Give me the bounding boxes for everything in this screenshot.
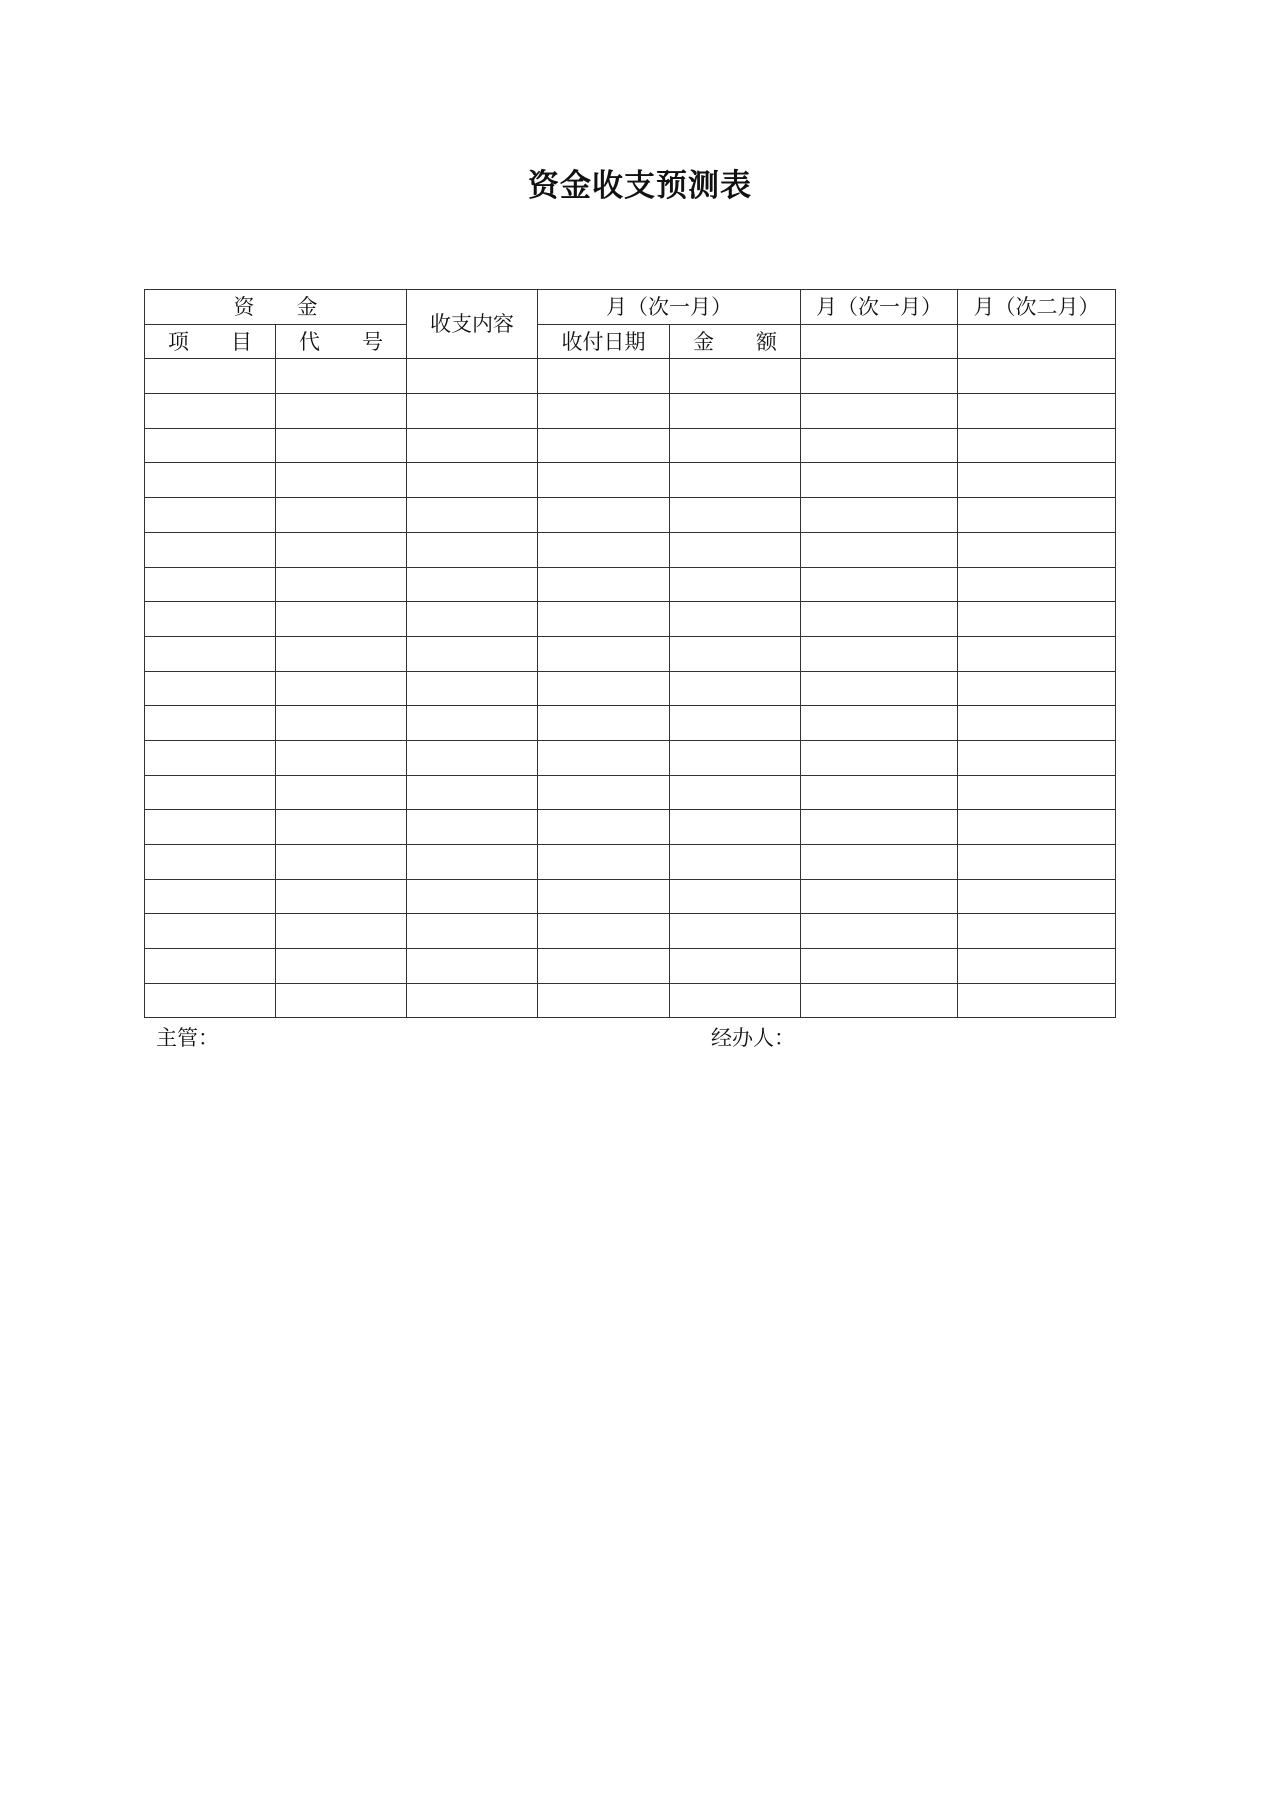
table-row: [145, 845, 1116, 880]
table-row: [145, 671, 1116, 706]
table-cell: [407, 636, 538, 671]
table-cell: [145, 845, 276, 880]
table-cell: [958, 567, 1116, 602]
table-cell: [958, 428, 1116, 463]
table-cell: [958, 532, 1116, 567]
table-cell: [276, 983, 407, 1018]
header-month-b: 月（次一月）: [801, 290, 958, 325]
table-cell: [801, 845, 958, 880]
table-cell: [958, 463, 1116, 498]
table-cell: [276, 359, 407, 394]
table-cell: [801, 394, 958, 429]
table-cell: [407, 394, 538, 429]
header-month-a: 月（次一月）: [538, 290, 801, 325]
document-title: 资金收支预测表: [528, 168, 752, 204]
table-cell: [145, 567, 276, 602]
table-cell: [958, 845, 1116, 880]
table-cell: [538, 845, 670, 880]
table-cell: [145, 671, 276, 706]
table-cell: [801, 671, 958, 706]
table-cell: [145, 428, 276, 463]
table-cell: [145, 532, 276, 567]
table-cell: [670, 567, 801, 602]
table-cell: [538, 567, 670, 602]
table-row: [145, 636, 1116, 671]
table-cell: [958, 983, 1116, 1018]
table-cell: [145, 498, 276, 533]
table-cell: [145, 636, 276, 671]
table-cell: [801, 602, 958, 637]
table-cell: [801, 879, 958, 914]
table-cell: [801, 428, 958, 463]
table-row: [145, 567, 1116, 602]
table-cell: [145, 602, 276, 637]
table-cell: [538, 359, 670, 394]
table-cell: [538, 602, 670, 637]
supervisor-label: 主管：: [156, 1026, 219, 1050]
table-cell: [407, 671, 538, 706]
table-row: [145, 775, 1116, 810]
table-cell: [276, 879, 407, 914]
header-content: 收支内容: [407, 290, 538, 359]
table-cell: [670, 532, 801, 567]
table-cell: [407, 498, 538, 533]
table-cell: [670, 428, 801, 463]
table-row: [145, 740, 1116, 775]
table-cell: [801, 498, 958, 533]
header-row-1: [145, 290, 1116, 325]
table-cell: [670, 914, 801, 949]
table-cell: [801, 359, 958, 394]
table-cell: [407, 602, 538, 637]
table-cell: [958, 671, 1116, 706]
table-cell: [407, 983, 538, 1018]
table-cell: [670, 845, 801, 880]
table-cell: [538, 706, 670, 741]
table-row: [145, 359, 1116, 394]
table-cell: [276, 463, 407, 498]
table-cell: [958, 775, 1116, 810]
table-cell: [407, 810, 538, 845]
table-row: [145, 706, 1116, 741]
table-cell: [145, 949, 276, 984]
table-cell: [407, 532, 538, 567]
table-cell: [145, 706, 276, 741]
table-cell: [670, 740, 801, 775]
table-cell: [145, 914, 276, 949]
table-cell: [538, 740, 670, 775]
table-cell: [538, 983, 670, 1018]
table-cell: [801, 949, 958, 984]
table-cell: [670, 602, 801, 637]
table-cell: [407, 949, 538, 984]
table-cell: [276, 706, 407, 741]
table-cell: [407, 845, 538, 880]
table-cell: [958, 602, 1116, 637]
table-cell: [276, 845, 407, 880]
table-cell: [670, 810, 801, 845]
table-cell: [538, 636, 670, 671]
table-cell: [958, 636, 1116, 671]
table-cell: [670, 498, 801, 533]
table-cell: [670, 463, 801, 498]
header-month-b-blank: [801, 324, 958, 359]
table-cell: [538, 914, 670, 949]
table-cell: [538, 498, 670, 533]
header-item: 项 目: [145, 324, 276, 359]
table-cell: [958, 740, 1116, 775]
table-cell: [407, 567, 538, 602]
table-cell: [276, 671, 407, 706]
table-cell: [670, 671, 801, 706]
header-row-2: [145, 324, 1116, 359]
table-cell: [801, 463, 958, 498]
table-row: [145, 532, 1116, 567]
fund-forecast-table: [144, 289, 1116, 1018]
table-cell: [538, 532, 670, 567]
table-cell: [538, 775, 670, 810]
table-cell: [276, 775, 407, 810]
table-row: [145, 949, 1116, 984]
table-cell: [958, 810, 1116, 845]
table-cell: [407, 428, 538, 463]
table-cell: [145, 775, 276, 810]
table-row: [145, 914, 1116, 949]
table-cell: [958, 949, 1116, 984]
handler-label: 经办人：: [711, 1026, 795, 1050]
header-amount: 金 额: [670, 324, 801, 359]
table-cell: [276, 428, 407, 463]
table-row: [145, 602, 1116, 637]
table-row: [145, 879, 1116, 914]
table-cell: [801, 810, 958, 845]
table-cell: [958, 706, 1116, 741]
table-cell: [538, 428, 670, 463]
table-cell: [670, 879, 801, 914]
table-cell: [145, 879, 276, 914]
header-fund: 资 金: [145, 290, 407, 325]
table-cell: [407, 706, 538, 741]
table-row: [145, 810, 1116, 845]
table-cell: [670, 983, 801, 1018]
table-cell: [538, 949, 670, 984]
table-row: [145, 498, 1116, 533]
table-cell: [276, 949, 407, 984]
table-cell: [276, 567, 407, 602]
table-cell: [276, 810, 407, 845]
table-row: [145, 463, 1116, 498]
table-cell: [276, 602, 407, 637]
table-cell: [276, 394, 407, 429]
table-cell: [801, 775, 958, 810]
header-code: 代 号: [276, 324, 407, 359]
table-cell: [276, 740, 407, 775]
table-cell: [801, 740, 958, 775]
table-cell: [670, 775, 801, 810]
table-cell: [145, 983, 276, 1018]
table-cell: [145, 740, 276, 775]
table-body: [145, 359, 1116, 1018]
table-cell: [958, 498, 1116, 533]
table-cell: [801, 983, 958, 1018]
table-cell: [145, 810, 276, 845]
table-cell: [407, 914, 538, 949]
table-cell: [670, 359, 801, 394]
table-cell: [407, 359, 538, 394]
table-row: [145, 428, 1116, 463]
table-cell: [538, 394, 670, 429]
table-cell: [958, 394, 1116, 429]
table-cell: [801, 914, 958, 949]
header-month-c: 月（次二月）: [958, 290, 1116, 325]
table-cell: [538, 671, 670, 706]
table-cell: [276, 914, 407, 949]
table-cell: [407, 879, 538, 914]
table-cell: [276, 636, 407, 671]
table-cell: [407, 775, 538, 810]
table-cell: [538, 463, 670, 498]
table-cell: [958, 879, 1116, 914]
table-cell: [276, 498, 407, 533]
table-cell: [670, 949, 801, 984]
table-row: [145, 983, 1116, 1018]
table-row: [145, 394, 1116, 429]
table-cell: [670, 394, 801, 429]
table-cell: [538, 810, 670, 845]
table-cell: [670, 706, 801, 741]
table-cell: [407, 463, 538, 498]
table-cell: [276, 532, 407, 567]
table-cell: [145, 359, 276, 394]
table-cell: [958, 359, 1116, 394]
table-cell: [538, 879, 670, 914]
table-cell: [407, 740, 538, 775]
table-cell: [145, 463, 276, 498]
table-cell: [958, 914, 1116, 949]
table-cell: [801, 532, 958, 567]
table-cell: [145, 394, 276, 429]
table-cell: [801, 706, 958, 741]
table-cell: [801, 636, 958, 671]
table-cell: [670, 636, 801, 671]
header-pay-date: 收付日期: [538, 324, 670, 359]
table-cell: [801, 567, 958, 602]
header-month-c-blank: [958, 324, 1116, 359]
